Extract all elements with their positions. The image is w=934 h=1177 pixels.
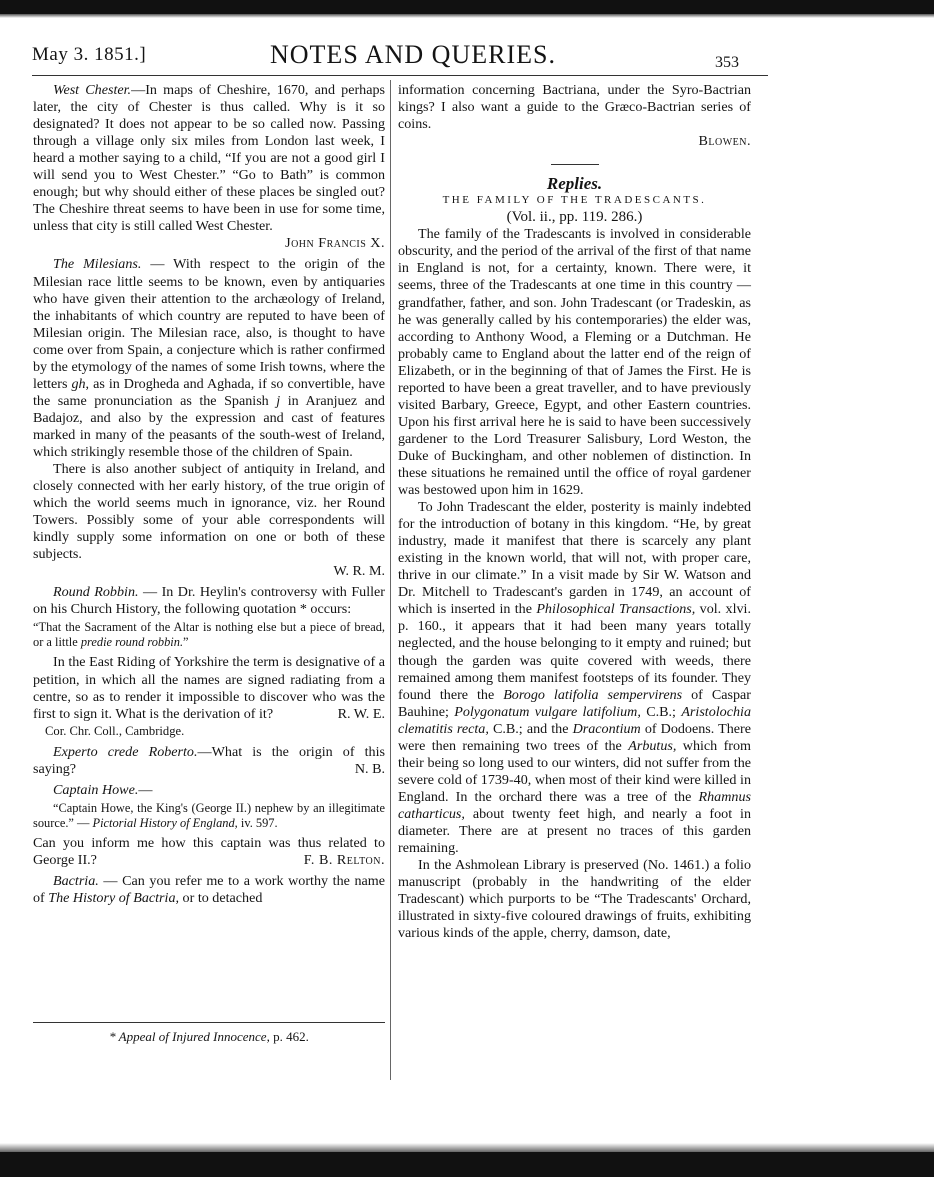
journal-title: NOTES AND QUERIES. (270, 40, 556, 69)
header-rule (32, 75, 768, 76)
article-title: THE FAMILY OF THE TRADESCANTS. (442, 194, 707, 207)
query-title: West Chester. (53, 82, 132, 98)
query-bactria-cont: information concerning Bactriana, under the Syro-Bactrian kings? I also want a guide to the Græco-Bactrian series of coins. (398, 82, 751, 133)
reply-paragraph: To John Tradescant the elder, posterity is mainly indebted for the introduction of botany in this kingdom. “He, by great industry, made it manifest that there is scarcely any plant existing in the known world, that will not, with proper care, thrive in our climate.” In a visit made by Sir W. Watson and Dr. Mitchell to Tradescant's garden in 1749, an account of which is inserted in the Philosophical Transactions, vol. xlvi. p. 160., it appears that it had been many years totally neglected, and the house belonging to it empty and ruined; but though the garden was quite covered with weeds, there remained among them manifest footsteps of its founder. They found there the Borogo latifolia sempervirens of Caspar Bauhine; Polygonatum vulgare latifolium, C.B.; Aristolochia clematitis recta, C.B.; and the Dracontium of Dodoens. There were then remaining two trees of the Arbutus, which from their being so long used to our winters, did not suffer from the severe cold of 1739-40, when most of their kind were killed in England. In the orchard there was a tree of the Rhamnus catharticus, about twenty feet high, and nearly a foot in diameter. There are at present no traces of this garden remaining. (398, 499, 752, 857)
left-column (33, 82, 385, 907)
scan-bottom-shadow (0, 1143, 934, 1152)
scan-top-shadow (0, 14, 934, 18)
query-title: The Milesians. (53, 256, 142, 273)
page-header (32, 38, 772, 72)
signature: R. W. E. (337, 705, 385, 722)
query-title: Round Robbin. (53, 584, 139, 601)
footnote-rule (33, 1022, 385, 1023)
query-captain-howe: Captain Howe.— (53, 781, 153, 798)
reply-paragraph: In the Ashmolean Library is preserved (No. 1461.) a folio manuscript (probably in the handwriting of the elder Tradescant) which purports to be “The Tradescants' Orchard, illustrated in sixty-five coloured drawings of fruits, exhibiting various kinds of the apple, cherry, damson, date, (398, 857, 751, 942)
query-round-robbin-cont: In the East Riding of Yorkshire the term is designative of a petition, in which all the names are signed radiating from a centre, so as to render it impossible to discover who was the first to sign it. What is the derivation of it? R. W. E. (33, 654, 385, 722)
query-round-robbin: Round Robbin. — In Dr. Heylin's controversy with Fuller on his Church History, the following quotation * occurs: (33, 584, 385, 618)
query-title: Bactria. (53, 872, 99, 889)
query-experto: Experto crede Roberto.—What is the origin of this saying? N. B. (33, 743, 385, 777)
query-milesians-cont: There is also another subject of antiquity in Ireland, and closely connected with her early history, of the true origin of which the world seems much in ignorance, viz. her Round Towers. Possibly some of your able correspondents will kindly supply some information on one or both of these subjects. (33, 461, 385, 563)
page-number: 353 (715, 54, 739, 71)
column-divider (390, 80, 391, 1080)
query-title: Captain Howe. (53, 781, 139, 798)
signature: N. B. (354, 760, 385, 777)
block-quote: “Captain Howe, the King's (George II.) nephew by an illegitimate source.” — Pictorial History of England, iv. 597. (33, 800, 385, 830)
signature: John Francis X. (285, 235, 385, 252)
section-rule (551, 164, 599, 165)
reply-paragraph: The family of the Tradescants is involved in considerable obscurity, and the period of the arrival of the first of that name in England is not, for a certainty, known. There were, it seems, three of the Tradescants at one time in this country — grandfather, father, and son. John Tradescant (or Tradeskin, as he was generally called by his contemporaries) the elder was, according to Anthony Wood, a Fleming or a Dutchman. He probably came to England about the latter end of the reign of Elizabeth, or in the beginning of that of James the First. He is reported to have been a great traveller, and to have previously visited Barbary, Greece, Egypt, and other Eastern countries. Upon his first arrival here he is said to have been successively gardener to the Lord Treasurer Salisbury, Lord Weston, the Duke of Buckingham, and other noblemen of distinction. In these situations he remained until the office of royal gardener was bestowed upon him in 1629. (398, 226, 751, 499)
query-bactria: Bactria. — Can you refer me to a work worthy the name of The History of Bactria, or to detached (33, 872, 385, 906)
right-column (398, 82, 751, 942)
affiliation: Cor. Chr. Coll., Cambridge. (45, 723, 185, 738)
signature: W. R. M. (333, 563, 385, 580)
issue-date: May 3. 1851.] (32, 44, 147, 65)
query-milesians: The Milesians. — With respect to the origin of the Milesian race little seems to be known, even by antiquaries who have given their attention to the archæology of Ireland, the inhabitants of which country are reputed to have been of Milesian origin. The Milesian race, also, is thought to have come over from Spain, a conjecture which is rather confirmed by the etymology of the names of some Irish towns, where the letters gh, as in Drogheda and Aghada, if so convertible, have the same pronunciation as the Spanish j in Aranjuez and Badajoz, and also by the expression and cast of features marked in many of the peasants of the south-west of Ireland, which strikingly resemble those of the children of Spain. (33, 256, 385, 460)
scan-top-border (0, 0, 934, 14)
signature: F. B. Relton. (303, 851, 385, 868)
block-quote: “That the Sacrament of the Altar is nothing else but a piece of bread, or a little predie round robbin.” (33, 620, 385, 650)
query-title: Experto crede Roberto. (53, 743, 198, 760)
article-reference: (Vol. ii., pp. 119. 286.) (506, 209, 643, 226)
query-captain-howe-cont: Can you inform me how this captain was thus related to George II.? F. B. Relton. (33, 834, 385, 868)
signature: Blowen. (698, 133, 751, 150)
replies-heading: Replies. (546, 174, 603, 194)
scan-bottom-border (0, 1152, 934, 1177)
query-west-chester (33, 82, 385, 235)
footnote: * Appeal of Injured Innocence, p. 462. (109, 1029, 309, 1044)
query-body: —In maps of Cheshire, 1670, and perhaps later, the city of Chester is thus called. Why is it so designated? It does not appear to be so called now. Passing through a village only six miles from London last week, I heard a mother saying to a child, “If you are not a good girl I will send you to West Chester.” “Go to Bath” is common enough; but why should either of these places be singled out? The Cheshire threat seems to have been in use for some time, unless that city is still called West Chester. (33, 82, 385, 235)
